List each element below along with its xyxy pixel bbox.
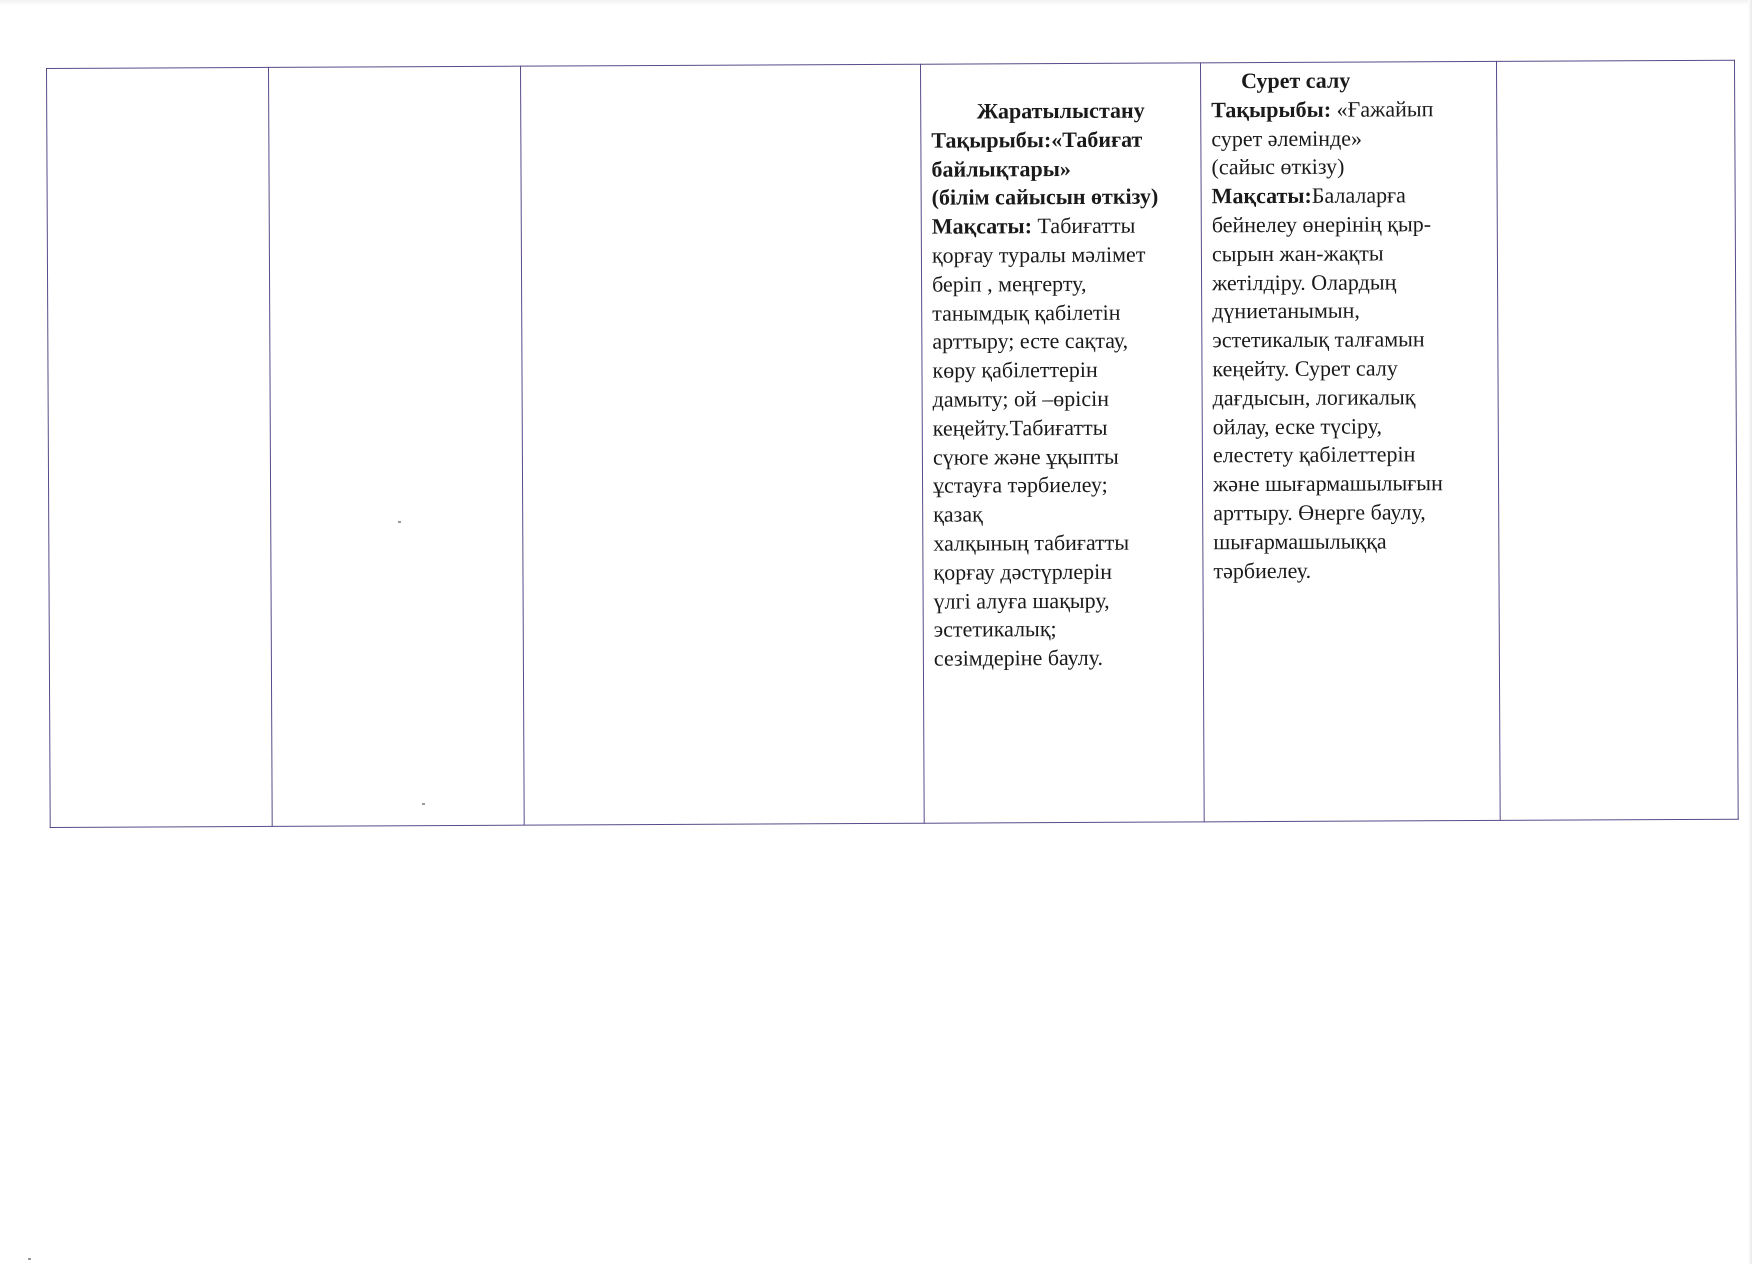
table-cell-empty-6 — [1496, 60, 1738, 820]
science-goal-line-14: эстетикалық; — [933, 616, 1057, 643]
science-goal-line-6: дамыту; ой –өрісін — [932, 385, 1110, 412]
science-topic — [931, 125, 1190, 155]
drawing-goal-line-5: эстетикалық талғамын — [1212, 326, 1425, 353]
science-goal-line-7: кеңейту.Табиғатты — [932, 414, 1108, 441]
science-goal-line-11: халқының табиғатты — [933, 529, 1130, 556]
drawing-goal-line-2: сырын жан-жақты — [1211, 240, 1384, 267]
drawing-form: (сайыс өткізу) — [1211, 154, 1345, 180]
drawing-goal-line-13: тәрбиелеу. — [1213, 557, 1312, 583]
science-goal-line-5: көру қабілеттерін — [932, 357, 1098, 383]
drawing-goal-label: Мақсаты: — [1211, 183, 1312, 209]
science-form: (білім сайысын өткізу) — [931, 183, 1159, 211]
science-goal-line-0: Табиғатты — [1031, 212, 1136, 239]
drawing-goal-line-1: бейнелеу өнерінің қыр- — [1211, 211, 1432, 238]
lesson-plan-table — [46, 60, 1739, 828]
science-goal-label: Мақсаты: — [931, 213, 1033, 239]
drawing-topic-text-1: «Ғажайып — [1331, 96, 1434, 122]
science-goal-line-1: қорғау туралы мәлімет — [931, 241, 1146, 268]
scan-speck — [422, 803, 425, 805]
science-goal-line-3: танымдық қабілетін — [932, 299, 1121, 326]
scan-speck — [28, 1258, 31, 1260]
science-topic-text-1: «Табиғат — [1051, 126, 1143, 152]
drawing-topic — [1211, 95, 1486, 125]
drawing-goal-line-6: кеңейту. Сурет салу — [1212, 355, 1398, 382]
science-goal-line-12: қорғау дәстүрлерін — [933, 558, 1113, 585]
science-topic-label: Тақырыбы: — [931, 126, 1052, 153]
science-goal-line-10: қазақ — [933, 501, 983, 527]
drawing-goal-line-9: елестету қабілеттерін — [1212, 441, 1416, 468]
scan-edge-right — [1748, 0, 1752, 1264]
drawing-topic-text-2: сурет әлемінде» — [1211, 125, 1363, 151]
drawing-goal-line-11: арттыру. Өнерге баулу, — [1213, 499, 1426, 526]
drawing-goal-line-8: ойлау, еске түсіру, — [1212, 413, 1383, 439]
drawing-goal-first-line — [1212, 181, 1487, 211]
drawing-subject-title: Сурет салу — [1241, 67, 1351, 94]
drawing-goal-line-12: шығармашылыққа — [1213, 528, 1387, 555]
science-subject-title: Жаратылыстану — [976, 97, 1145, 124]
drawing-goal-line-4: дүниетанымын, — [1212, 297, 1360, 324]
science-goal-line-4: арттыру; есте сақтау, — [932, 328, 1129, 355]
table-row — [47, 60, 1739, 827]
table-cell-drawing — [1200, 61, 1500, 821]
drawing-goal-line-0: Балаларға — [1311, 182, 1406, 209]
table-cell-empty-1 — [47, 67, 273, 827]
table-cell-empty-2 — [268, 66, 524, 826]
drawing-goal-line-3: жетілдіру. Олардың — [1212, 268, 1397, 295]
table-cell-science — [920, 63, 1204, 823]
scan-edge-top — [0, 0, 1752, 6]
science-goal-line-2: беріп , меңгерту, — [932, 270, 1087, 297]
science-goal-line-8: сүюге және ұқыпты — [932, 443, 1119, 470]
science-goal-line-15: сезімдеріне баулу. — [933, 644, 1104, 671]
science-goal-line-13: үлгі алуға шақыру, — [933, 587, 1110, 614]
science-goal-first-line — [932, 212, 1191, 242]
drawing-topic-label: Тақырыбы: — [1211, 96, 1332, 123]
scan-speck — [398, 521, 401, 523]
table-cell-empty-3 — [520, 64, 924, 825]
science-topic-text-2: байлықтары» — [931, 155, 1071, 182]
science-goal-line-9: ұстауға тәрбиелеу; — [932, 472, 1108, 499]
drawing-goal-line-7: дағдысын, логикалық — [1212, 384, 1416, 411]
drawing-goal-line-10: және шығармашылығын — [1212, 470, 1443, 497]
